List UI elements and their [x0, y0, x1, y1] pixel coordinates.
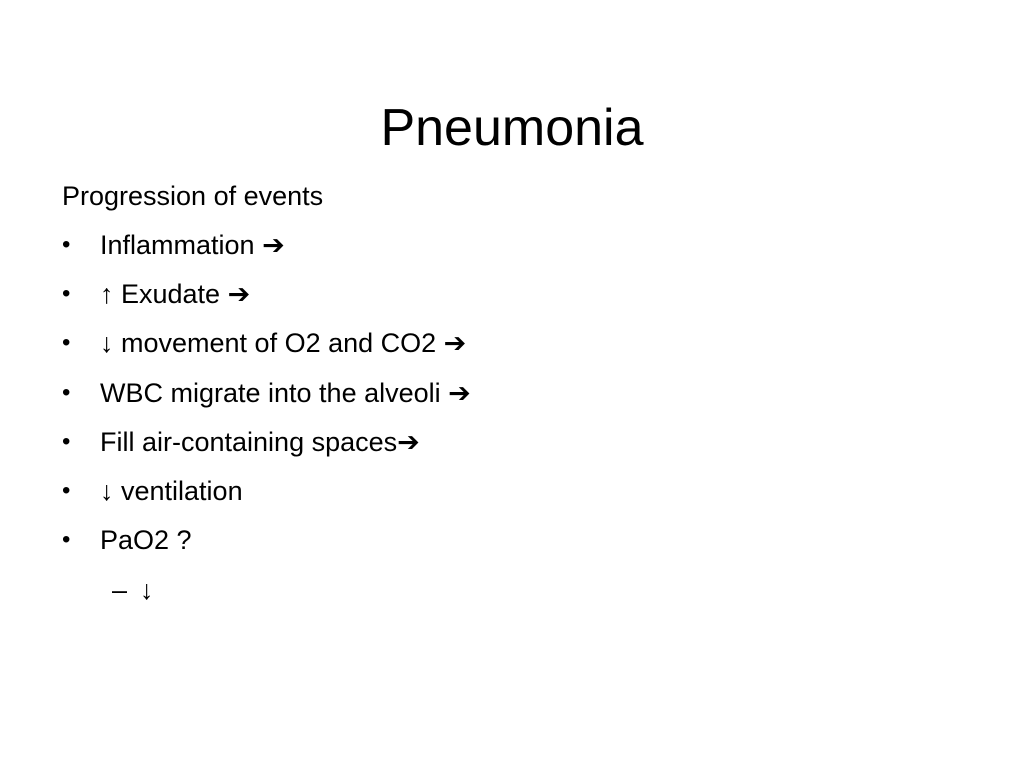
bullet-text: PaO2 ?: [100, 525, 192, 556]
bullet-text: WBC migrate into the alveoli ➔: [100, 377, 471, 408]
bullet-text: Fill air-containing spaces➔: [100, 426, 420, 457]
bullet-dot-icon: •: [62, 329, 71, 357]
intro-text: Progression of events: [62, 181, 324, 211]
bullet-dot-icon: •: [62, 280, 71, 308]
bullet-text: Inflammation ➔: [100, 230, 285, 260]
sub-bullet-dash-icon: –: [112, 575, 128, 605]
bullet-dot-icon: •: [62, 476, 71, 504]
sub-bullet-item: [112, 572, 154, 608]
bullet-dot-icon: •: [62, 526, 71, 554]
bullet-dot-icon: •: [62, 231, 71, 258]
sub-bullet-text: ↓: [140, 575, 154, 605]
bullet-dot-icon: •: [62, 378, 71, 406]
bullet-text: ↓ ventilation: [100, 475, 243, 506]
bullet-text: ↑ Exudate ➔: [100, 279, 251, 310]
bullet-text: ↓ movement of O2 and CO2 ➔: [100, 328, 467, 359]
slide-title: Pneumonia: [380, 99, 644, 157]
bullet-dot-icon: •: [62, 427, 71, 455]
